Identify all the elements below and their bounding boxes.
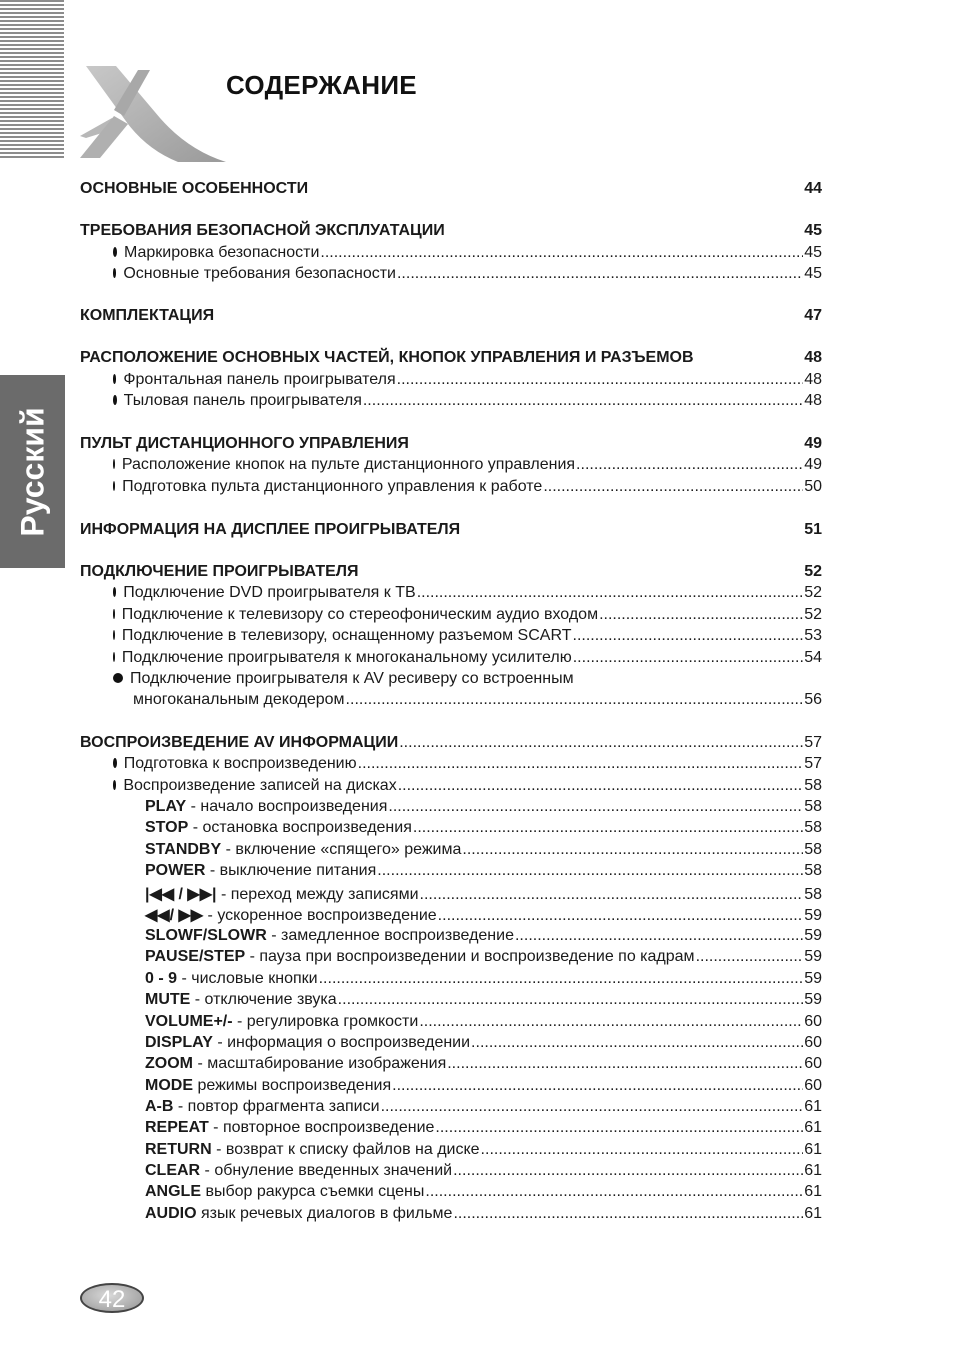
toc-subentry-row[interactable] (80, 1077, 822, 1097)
toc-entry-title: Подключение DVD проигрывателя к ТВ (123, 584, 416, 601)
toc-page-number: 54 (804, 649, 822, 666)
leader-dots (543, 478, 803, 496)
toc-subentry-row[interactable] (80, 970, 822, 990)
toc-button-name: |◀◀ / ▶▶| (145, 886, 217, 903)
toc-subentry-row[interactable] (80, 948, 822, 968)
page-number-badge (80, 1283, 144, 1313)
toc-button-name: VOLUME+/- (145, 1013, 233, 1030)
toc-page-number: 58 (804, 819, 822, 836)
toc-section-title: КОМПЛЕКТАЦИЯ (80, 307, 215, 324)
toc-subentry-row[interactable] (80, 1013, 822, 1033)
bullet-icon (113, 395, 117, 405)
leader-dots (471, 1034, 803, 1052)
toc-subentry-title: - повторное воспроизведение (208, 1119, 435, 1136)
toc-section-row[interactable] (80, 563, 822, 583)
toc-subentry-row[interactable] (80, 862, 822, 882)
toc-button-name: POWER (145, 862, 206, 879)
toc-section-row[interactable] (80, 222, 822, 242)
leader-dots (696, 948, 804, 966)
toc-subentry-row[interactable] (80, 819, 822, 839)
bullet-icon (113, 481, 115, 491)
x-logo-icon (78, 58, 228, 166)
bullet-icon (113, 630, 115, 640)
toc-button-name: MODE (145, 1077, 193, 1094)
toc-entry-row[interactable] (80, 478, 822, 498)
decorative-stripes (0, 0, 64, 160)
toc-page-number: 57 (804, 755, 822, 772)
toc-page-number: 61 (804, 1183, 822, 1200)
toc-button-name: ◀◀/ ▶▶ (145, 907, 204, 924)
toc-section-row[interactable] (80, 349, 822, 369)
leader-dots (377, 862, 803, 880)
toc-entry-row[interactable] (80, 584, 822, 604)
toc-page-number: 59 (804, 927, 822, 944)
toc-subentry-row[interactable] (80, 1162, 822, 1182)
toc-entry-row[interactable] (80, 755, 822, 775)
toc-section-title: ТРЕБОВАНИЯ БЕЗОПАСНОЙ ЭКСПЛУАТАЦИИ (80, 222, 445, 239)
toc-subentry-row[interactable] (80, 1119, 822, 1139)
toc-button-name: STANDBY (145, 841, 222, 858)
toc-page-number: 61 (804, 1098, 822, 1115)
toc-page-number: 52 (804, 584, 822, 601)
leader-dots (419, 1013, 803, 1031)
toc-entry-row[interactable] (80, 456, 822, 476)
language-tab (0, 375, 65, 568)
toc-button-name: 0 - 9 (145, 970, 178, 987)
toc-section-title: ПОДКЛЮЧЕНИЕ ПРОИГРЫВАТЕЛЯ (80, 563, 359, 580)
toc-subentry-title: - масштабирование изображения (193, 1055, 447, 1072)
leader-dots (447, 1055, 803, 1073)
leader-dots (576, 456, 803, 474)
toc-subentry-title: режимы воспроизведения (193, 1077, 392, 1094)
toc-subentry-title: - выключение питания (205, 862, 377, 879)
toc-button-name: STOP (145, 819, 189, 836)
toc-entry-title: Тыловая панель проигрывателя (123, 392, 362, 409)
toc-subentry-row[interactable] (80, 1205, 822, 1225)
toc-subentry-title: - возврат к списку файлов на диске (211, 1141, 480, 1158)
toc-entry-row[interactable] (80, 691, 822, 711)
toc-entry-row[interactable] (80, 392, 822, 412)
bullet-icon (113, 374, 116, 384)
toc-entry-row[interactable] (80, 606, 822, 626)
bullet-icon (113, 609, 115, 619)
toc-button-name: ANGLE (145, 1183, 201, 1200)
toc-page-number: 60 (804, 1077, 822, 1094)
toc-page-number: 53 (804, 627, 822, 644)
leader-dots (392, 1077, 803, 1095)
toc-entry-title: Основные требования безопасности (123, 265, 396, 282)
toc-subentry-row[interactable] (80, 927, 822, 947)
leader-dots (399, 734, 803, 752)
leader-dots (319, 970, 804, 988)
toc-entry-title: Подключение к телевизору со стереофоническим аудио входом (121, 606, 599, 623)
toc-button-name: A-B (145, 1098, 174, 1115)
toc-page-number: 58 (804, 841, 822, 858)
toc-page-number: 59 (804, 948, 822, 965)
toc-subentry-row[interactable] (80, 991, 822, 1011)
toc-page-number: 49 (804, 435, 822, 452)
leader-dots (573, 649, 803, 667)
leader-dots (338, 991, 804, 1009)
toc-button-name: ZOOM (145, 1055, 193, 1072)
toc-subentry-title: - регулировка громкости (232, 1013, 419, 1030)
toc-page-number: 52 (804, 606, 822, 623)
toc-subentry-row[interactable] (80, 1034, 822, 1054)
toc-page-number: 59 (804, 991, 822, 1008)
toc-page-number: 52 (804, 563, 822, 580)
toc-page-number: 58 (804, 798, 822, 815)
toc-button-name: RETURN (145, 1141, 212, 1158)
leader-dots (462, 841, 803, 859)
toc-entry-row[interactable] (80, 627, 822, 647)
toc-entry-title: Подключение проигрывателя к многоканальному усилителю (121, 649, 572, 666)
toc-subentry-row[interactable] (80, 1141, 822, 1161)
toc-entry-row[interactable] (80, 670, 822, 690)
bullet-icon (113, 459, 115, 469)
leader-dots (453, 1205, 803, 1223)
toc-entry-title: Фронтальная панель проигрывателя (123, 371, 396, 388)
toc-page-number: 45 (804, 265, 822, 282)
toc-button-name: SLOWF/SLOWR (145, 927, 267, 944)
toc-button-name: PAUSE/STEP (145, 948, 246, 965)
toc-page-number: 48 (804, 392, 822, 409)
toc-subentry-title: - остановка воспроизведения (188, 819, 412, 836)
toc-entry-row[interactable] (80, 244, 822, 264)
toc-subentry-row[interactable] (80, 1098, 822, 1118)
toc-section-row[interactable] (80, 180, 822, 200)
toc-page-number: 61 (804, 1119, 822, 1136)
bullet-icon (113, 758, 117, 768)
toc-page-number: 51 (804, 521, 822, 538)
toc-section-title: ВОСПРОИЗВЕДЕНИЕ AV ИНФОРМАЦИИ (80, 734, 399, 751)
toc-page-number: 59 (804, 970, 822, 987)
toc-page-number: 48 (804, 371, 822, 388)
toc-button-name: PLAY (145, 798, 187, 815)
toc-subentry-title: язык речевых диалогов в фильме (196, 1205, 453, 1222)
toc-page-number: 47 (804, 307, 822, 324)
leader-dots (425, 1183, 803, 1201)
leader-dots (381, 1098, 804, 1116)
toc-page-number: 58 (804, 777, 822, 794)
bullet-icon (113, 587, 116, 597)
leader-dots (397, 371, 804, 389)
toc-section-title: ПУЛЬТ ДИСТАНЦИОННОГО УПРАВЛЕНИЯ (80, 435, 409, 452)
toc-subentry-title: - ускоренное воспроизведение (203, 907, 437, 924)
leader-dots (481, 1141, 804, 1159)
toc-button-name: MUTE (145, 991, 191, 1008)
leader-dots (453, 1162, 803, 1180)
toc-subentry-row[interactable] (80, 841, 822, 861)
toc-subentry-row[interactable] (80, 1183, 822, 1203)
toc-button-name: REPEAT (145, 1119, 209, 1136)
toc-button-name: DISPLAY (145, 1034, 213, 1051)
toc-subentry-title: - отключение звука (190, 991, 337, 1008)
toc-subentry-row[interactable] (80, 905, 822, 925)
toc-entry-title: Маркировка безопасности (124, 244, 320, 261)
toc-button-name: CLEAR (145, 1162, 201, 1179)
toc-page-number: 50 (804, 478, 822, 495)
leader-dots (388, 798, 803, 816)
leader-dots (435, 1119, 803, 1137)
toc-page-number: 60 (804, 1055, 822, 1072)
leader-dots (413, 819, 803, 837)
leader-dots (320, 244, 803, 262)
toc-subentry-title: - замедленное воспроизведение (266, 927, 514, 944)
leader-dots (358, 755, 804, 773)
toc-page-number: 56 (804, 691, 822, 708)
leader-dots (599, 606, 803, 624)
toc-entry-row[interactable] (80, 777, 822, 797)
toc-section-row[interactable] (80, 521, 822, 541)
toc-page-number: 48 (804, 349, 822, 366)
toc-page-number: 45 (804, 222, 822, 239)
toc-entry-title: Подключение в телевизору, оснащенному разъемом SCART (121, 627, 572, 644)
bullet-icon (113, 247, 117, 257)
page-number: 42 (98, 1286, 126, 1313)
toc-entry-title: Подключение проигрывателя к AV ресиверу со встроенным (130, 670, 574, 687)
toc-subentry-row[interactable] (80, 1055, 822, 1075)
toc-subentry-title: - повтор фрагмента записи (173, 1098, 380, 1115)
bullet-icon (113, 652, 115, 662)
toc-subentry-title: - включение «спящего» режима (221, 841, 462, 858)
toc-entry-title: многоканальным декодером (133, 691, 345, 708)
toc-section-title: ИНФОРМАЦИЯ НА ДИСПЛЕЕ ПРОИГРЫВАТЕЛЯ (80, 521, 461, 538)
toc-subentry-title: - числовые кнопки (177, 970, 318, 987)
toc-page-number: 60 (804, 1013, 822, 1030)
toc-subentry-title: - информация о воспроизведении (212, 1034, 471, 1051)
toc-page-number: 61 (804, 1141, 822, 1158)
toc-section-row[interactable] (80, 307, 822, 327)
leader-dots (420, 886, 804, 904)
language-tab-label: Русский (14, 406, 50, 537)
toc-entry-row[interactable] (80, 649, 822, 669)
toc-page-number: 59 (804, 907, 822, 924)
toc-page-number: 44 (804, 180, 822, 197)
toc-subentry-title: - пауза при воспроизведении и воспроизведение по кадрам (245, 948, 695, 965)
toc-subentry-title: - начало воспроизведения (186, 798, 388, 815)
toc-page-number: 61 (804, 1162, 822, 1179)
toc-subentry-row[interactable] (80, 884, 822, 904)
toc-subentry-title: выбор ракурса съемки сцены (201, 1183, 425, 1200)
leader-dots (346, 691, 804, 709)
toc-subentry-row[interactable] (80, 798, 822, 818)
toc-section-title: ОСНОВНЫЕ ОСОБЕННОСТИ (80, 180, 309, 197)
toc-page-number: 49 (804, 456, 822, 473)
toc-button-name: AUDIO (145, 1205, 197, 1222)
leader-dots (397, 265, 803, 283)
toc-section-row[interactable] (80, 435, 822, 455)
toc-entry-row[interactable] (80, 265, 822, 285)
toc-entry-row[interactable] (80, 371, 822, 391)
bullet-icon (113, 780, 116, 790)
leader-dots (417, 584, 804, 602)
leader-dots (515, 927, 803, 945)
bullet-icon (113, 673, 123, 683)
page-title: СОДЕРЖАНИЕ (226, 70, 417, 100)
toc-page-number: 45 (804, 244, 822, 261)
leader-dots (438, 907, 804, 925)
toc-section-title: РАСПОЛОЖЕНИЕ ОСНОВНЫХ ЧАСТЕЙ, КНОПОК УПРАВЛЕНИЯ И РАЗЪЕМОВ (80, 349, 694, 366)
toc-section-row[interactable] (80, 734, 822, 754)
leader-dots (398, 777, 804, 795)
leader-dots (573, 627, 804, 645)
toc-subentry-title: - переход между записями (216, 886, 419, 903)
toc-page-number: 58 (804, 862, 822, 879)
toc-subentry-title: - обнуление введенных значений (200, 1162, 453, 1179)
toc-entry-title: Подготовка к воспроизведению (123, 755, 357, 772)
toc-entry-title: Подготовка пульта дистанционного управления к работе (122, 478, 543, 495)
toc-page-number: 60 (804, 1034, 822, 1051)
toc-page-number: 58 (804, 886, 822, 903)
toc-entry-title: Расположение кнопок на пульте дистанционного управления (121, 456, 576, 473)
toc-entry-title: Воспроизведение записей на дисках (123, 777, 397, 794)
bullet-icon (113, 268, 116, 278)
toc-page-number: 57 (804, 734, 822, 751)
toc-page-number: 61 (804, 1205, 822, 1222)
leader-dots (363, 392, 803, 410)
